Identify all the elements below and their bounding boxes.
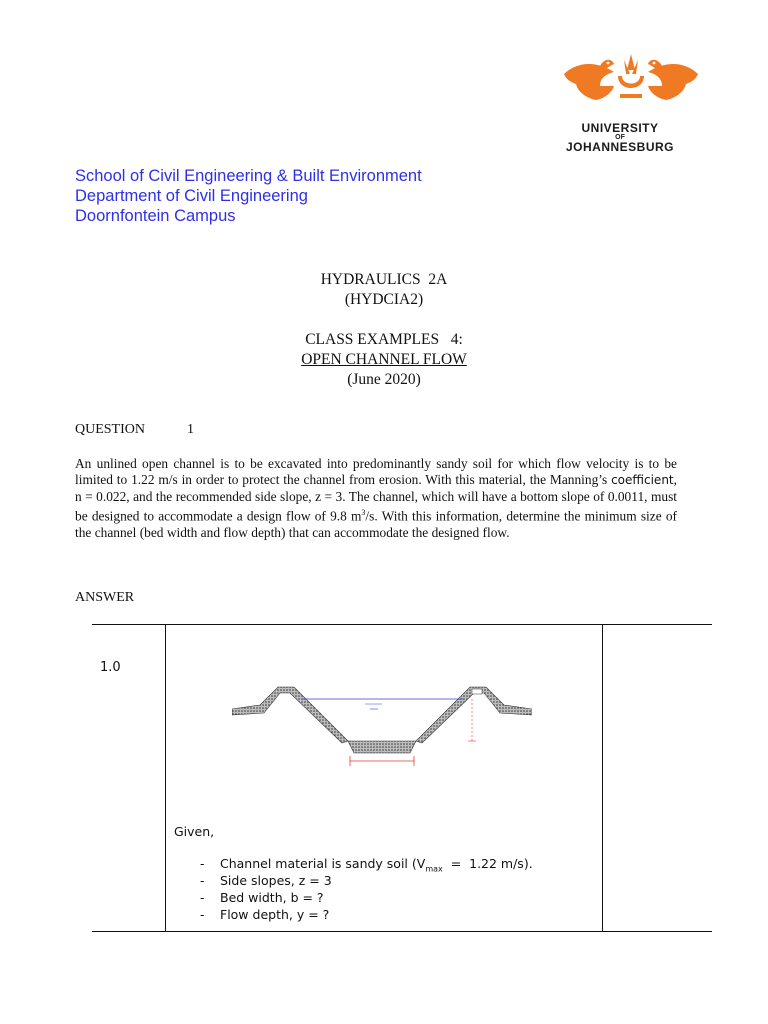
given-item-text: Flow depth, y = ?: [220, 907, 330, 922]
table-column-divider-1: [165, 624, 166, 932]
given-item-text: Side slopes, z = 3: [220, 873, 332, 888]
school-header: [75, 166, 422, 226]
question-text-superscript: 3: [361, 508, 366, 518]
university-name-line2: OF: [615, 134, 625, 141]
university-name-line1: UNIVERSITY: [581, 121, 659, 135]
course-code: (HYDCIA2): [344, 291, 424, 308]
answer-label: ANSWER: [75, 590, 135, 605]
table-column-divider-2: [602, 624, 603, 932]
table-top-border: [92, 624, 712, 625]
list-dash: -: [200, 873, 205, 888]
question-text-coefficient: coefficient: [611, 473, 674, 488]
department-name: Department of Civil Engineering: [75, 187, 308, 205]
question-text-part4: /s. With this information, determine the minimum size of the channel (bed width and flow depth) that can accommodate the designed flow.: [75, 508, 677, 541]
question-text-part3: , n = 0.022, and the recommended side slope, z = 3. The channel, which will have a bottom slope of 0.0011, must be designed to accommodate a design flow of 9.8 m: [75, 472, 677, 524]
examples-heading: CLASS EXAMPLES 4:: [305, 331, 463, 348]
campus-name: Doornfontein Campus: [75, 207, 236, 225]
given-item-text: Bed width, b = ?: [220, 890, 324, 905]
question-heading: [75, 422, 194, 438]
university-name-line3: JOHANNESBURG: [565, 140, 674, 154]
school-name: School of Civil Engineering & Built Environment: [75, 167, 422, 185]
list-dash: -: [200, 890, 205, 905]
list-item: [200, 855, 533, 872]
given-label: Given,: [174, 824, 215, 839]
list-dash: -: [200, 856, 205, 871]
question-number: 1: [187, 422, 194, 437]
question-label: QUESTION: [75, 422, 145, 437]
course-title-block: [0, 270, 768, 310]
velocity-subscript: max: [425, 864, 443, 874]
examples-title-block: [0, 330, 768, 390]
table-bottom-border: [92, 931, 712, 932]
date-heading: (June 2020): [347, 371, 421, 388]
list-item: [200, 889, 533, 906]
university-wordmark: [556, 122, 684, 154]
question-text-part1: An unlined open channel is to be excavated into predominantly sandy soil for which flow velocity is to be limited to 1.22 m/s in order to protect the channel from erosion. With this material, the Manning’s: [75, 456, 677, 488]
question-text: [75, 456, 677, 542]
list-item: [200, 906, 533, 923]
answer-row-number: 1.0: [100, 660, 121, 675]
list-dash: -: [200, 907, 205, 922]
given-item-text: = 1.22 m/s).: [442, 856, 533, 871]
topic-heading: OPEN CHANNEL FLOW: [301, 351, 467, 368]
bird-emblem-icon: [556, 52, 706, 122]
course-name: HYDRAULICS 2A: [320, 271, 448, 288]
list-item: [200, 872, 533, 889]
given-item-text: Channel material is sandy soil (V: [220, 856, 426, 871]
channel-cross-section-diagram: [232, 683, 532, 773]
given-list: [200, 855, 533, 923]
